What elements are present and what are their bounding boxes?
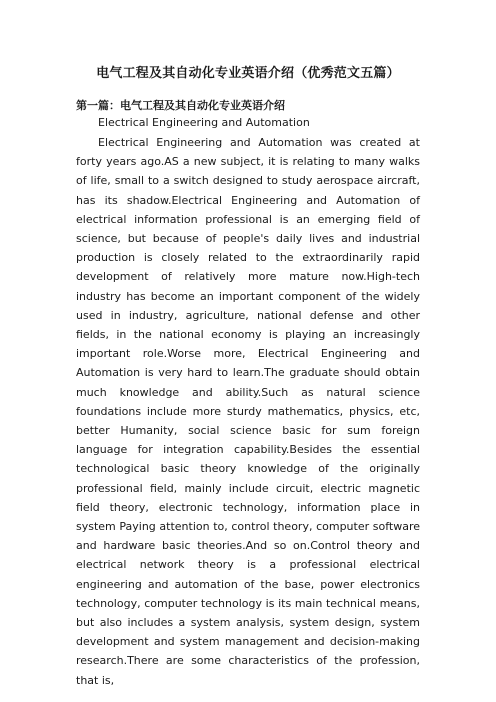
article-subtitle: Electrical Engineering and Automation: [98, 116, 310, 129]
document-title: 电气工程及其自动化专业英语介绍（优秀范文五篇）: [96, 66, 400, 81]
section-heading: 第一篇：电气工程及其自动化专业英语介绍: [76, 99, 285, 112]
body-paragraph: Electrical Engineering and Automation was created at forty years ago.AS a new subject, it is relating to many walks of life, small to a switch designed to study aerospace aircraft, has its shadow.Electrical Engineering and Automation of electrical information professional is an emerging field of science, but because of people's daily lives and industrial production is closely related to the extraordinarily rapid development of relatively more mature now.High-tech industry has become an important component of the widely used in industry, agriculture, national defense and other fields, in the national economy is playing an increasingly important role.Worse more, Electrical Engineering and Automation is very hard to learn.The graduate should obtain much knowledge and ability.Such as natural science foundations include more sturdy mathematics, physics, etc, better Humanity, social science basic for sum foreign language for integration capability.Besides the essential technological basic theory knowledge of the originally professional field, mainly include circuit, electric magnetic field theory, electronic technology, information place in system Paying attention to, control theory, computer software and hardware basic theories.And so on.Control theory and electrical network theory is a professional electrical engineering and automation of the base, power electronics technology, computer technology is its main technical means, but also includes a system analysis, system design, system development and system management and decision-making research.There are some characteristics of the profession, that is,: [76, 136, 420, 687]
